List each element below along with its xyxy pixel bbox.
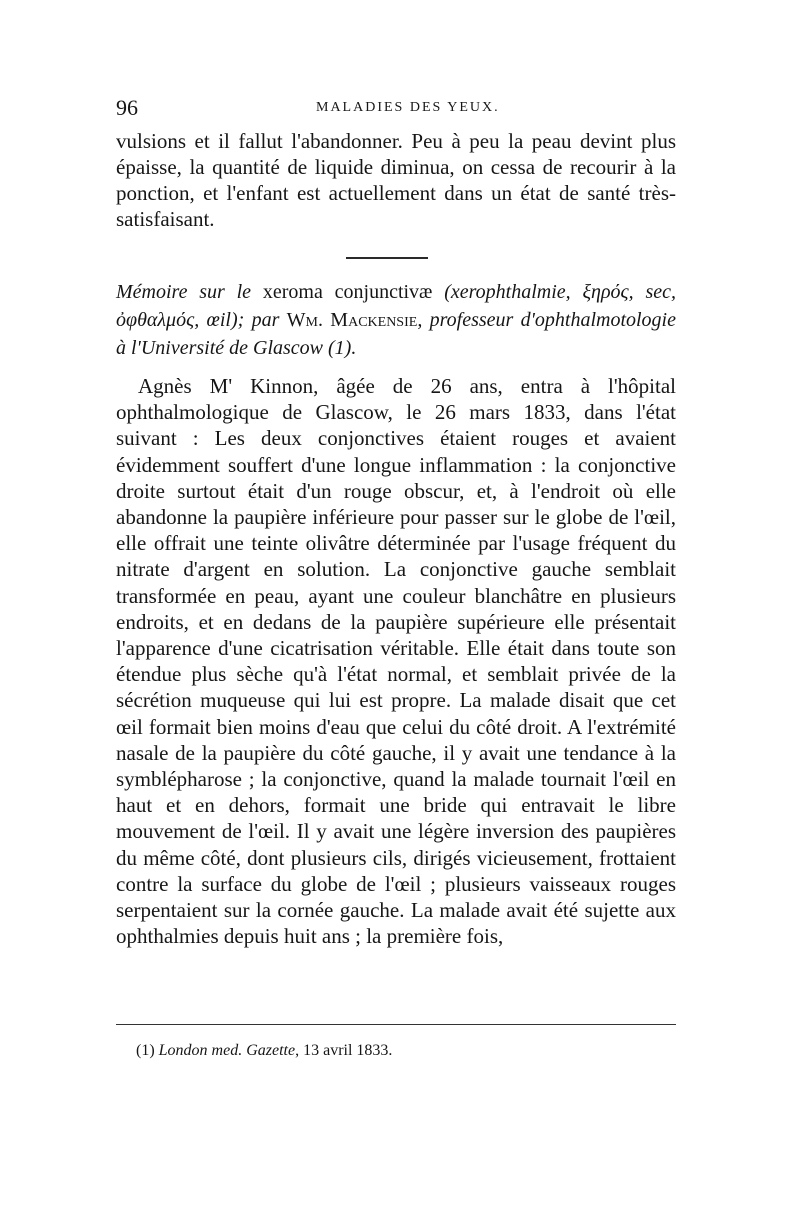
section-divider — [346, 257, 428, 259]
memoir-title-block — [116, 278, 676, 362]
memoir-author: Wm. Mackensie — [286, 309, 418, 331]
page-number: 96 — [116, 95, 138, 120]
footnote-source: London med. Gazette — [158, 1042, 296, 1059]
memoir-title-part-3: (xerophthalmie, ξηρός, sec, ὀφθαλμός, œil); par — [116, 281, 676, 331]
intro-text-block — [116, 128, 676, 232]
running-title: MALADIES DES YEUX. — [316, 100, 500, 115]
footnote-marker: (1) — [136, 1042, 159, 1059]
memoir-title — [116, 278, 676, 362]
main-text-block — [116, 373, 676, 949]
memoir-title-part-2: xeroma conjunctivæ — [262, 281, 433, 303]
memoir-title-part-4: , professeur d'ophthalmotologie à l'Université de Glascow (1). — [116, 309, 676, 359]
memoir-title-part-1: Mémoire sur le — [116, 281, 263, 303]
footnote-divider — [116, 1024, 676, 1025]
footnote-date: , 13 avril 1833. — [295, 1042, 393, 1059]
intro-paragraph: vulsions et il fallut l'abandonner. Peu à peu la peau devint plus épaisse, la quantité de liquide diminua, on cessa de recourir à la ponction, et l'enfant est actuellement dans un état de santé très-satisfaisant. — [116, 129, 676, 231]
page-header — [116, 94, 676, 122]
footnote — [136, 1040, 392, 1062]
main-paragraph: Agnès M' Kinnon, âgée de 26 ans, entra à l'hôpital ophthalmologique de Glascow, le 26 mars 1833, dans l'état suivant : Les deux conjonctives étaient rouges et avaient évidemment souffert d'une longue inflammation : la conjonctive droite surtout était d'un rouge obscur, et, à l'endroit où elle abandonne la paupière inférieure pour passer sur le globe de l'œil, elle offrait une teinte olivâtre déterminée par l'usage fréquent du nitrate d'argent en solution. La conjonctive gauche semblait transformée en peau, ayant une couleur blanchâtre en plusieurs endroits, et en dedans de la paupière supérieure elle présentait l'apparence d'une cicatrisation véritable. Elle était dans toute son étendue plus sèche qu'à l'état normal, et semblait privée de la sécrétion muqueuse qui lui est propre. La malade disait que cet œil formait bien moins d'eau que celui du côté droit. A l'extrémité nasale de la paupière du côté gauche, il y avait une tendance à la symblépharose ; la conjonctive, quand la malade tournait l'œil en haut et en dehors, formait une bride qui entravait le libre mouvement de l'œil. Il y avait une légère inversion des paupières du même côté, dont plusieurs cils, dirigés vicieusement, frottaient contre la surface du globe de l'œil ; plusieurs vaisseaux rouges serpentaient sur la cornée gauche. La malade avait été sujette aux ophthalmies depuis huit ans ; la première fois, — [116, 374, 676, 949]
